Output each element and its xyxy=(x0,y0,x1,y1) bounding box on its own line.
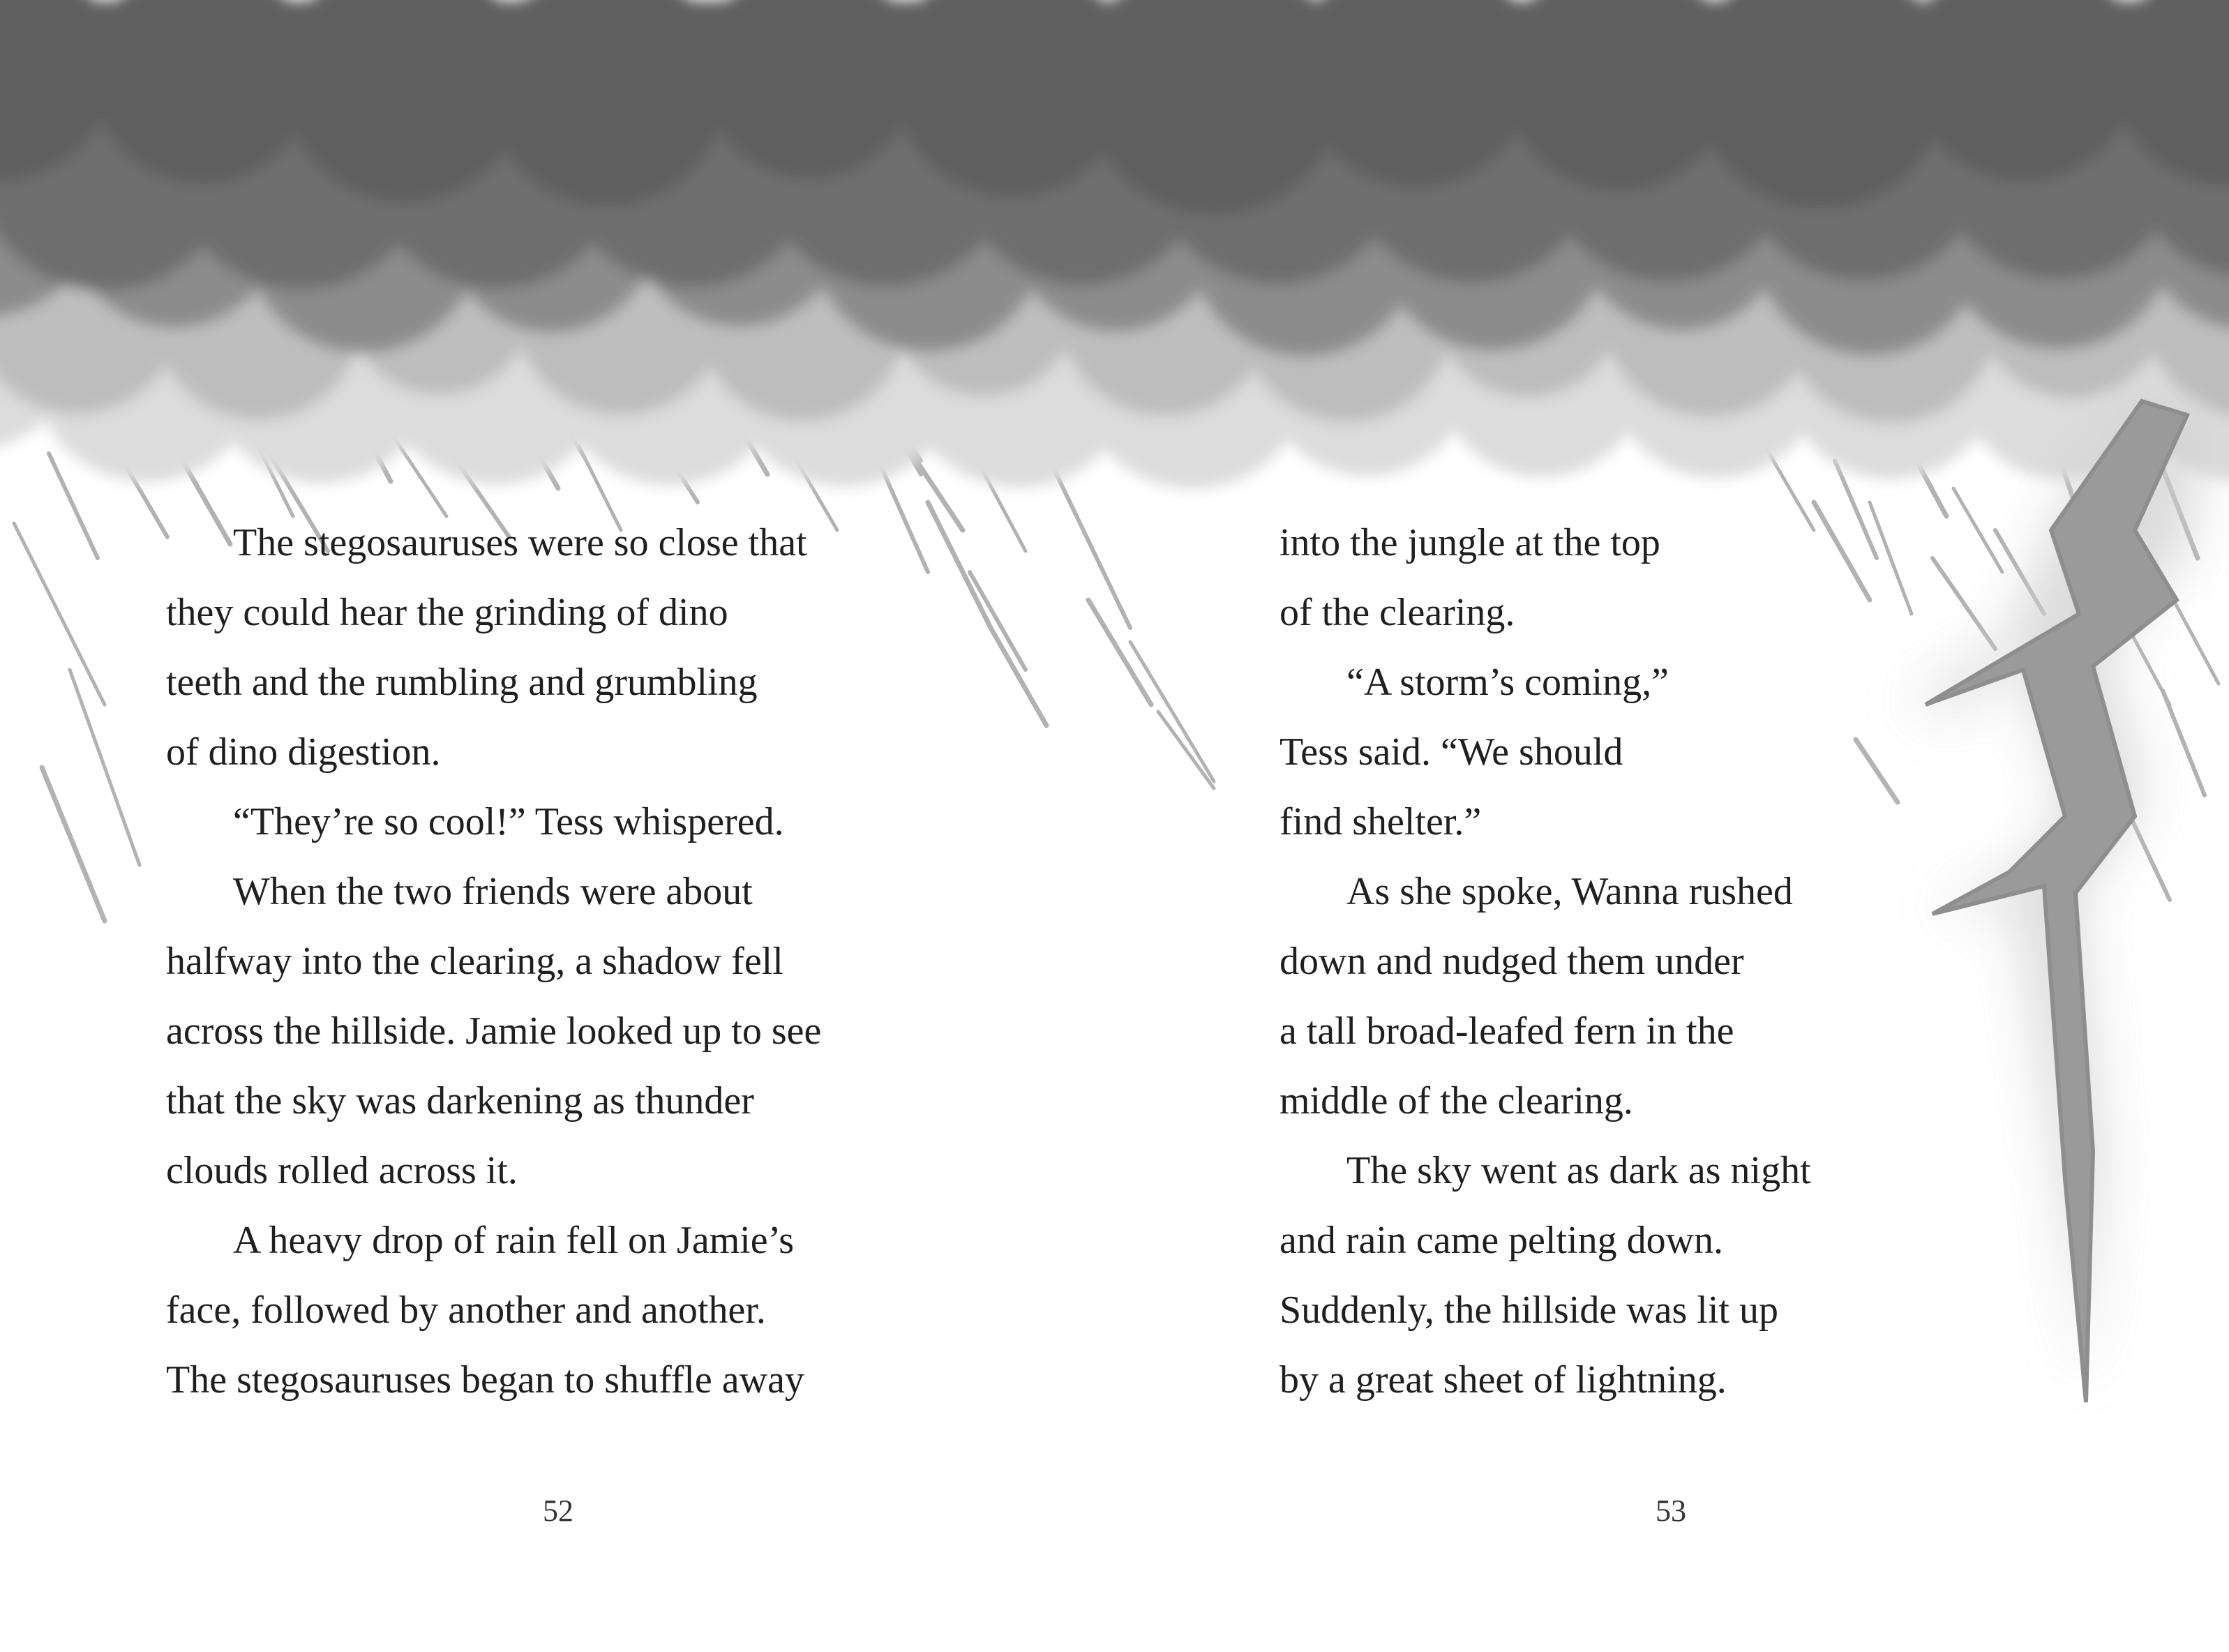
rain-streak xyxy=(1130,642,1214,781)
text-line: A heavy drop of rain fell on Jamie’s xyxy=(233,1219,795,1262)
page-number-right: 53 xyxy=(1656,1494,1686,1528)
text-line: across the hillside. Jamie looked up to see xyxy=(166,1009,822,1053)
rain-streak xyxy=(2170,593,2219,684)
text-line: into the jungle at the top xyxy=(1279,521,1660,564)
rain-streak xyxy=(2163,691,2205,795)
rain-streak xyxy=(42,767,105,921)
text-line: As she spoke, Wanna rushed xyxy=(1346,870,1793,913)
text-line: “A storm’s coming,” xyxy=(1346,661,1669,704)
text-line: and rain came pelting down. xyxy=(1279,1219,1724,1262)
text-line: find shelter.” xyxy=(1279,800,1482,843)
text-line: middle of the clearing. xyxy=(1279,1079,1633,1122)
text-line: they could hear the grinding of dino xyxy=(166,591,728,634)
text-line: a tall broad-leafed fern in the xyxy=(1279,1009,1734,1053)
text-line: down and nudged them under xyxy=(1279,940,1744,983)
text-line: Tess said. “We should xyxy=(1279,730,1623,774)
text-line: face, followed by another and another. xyxy=(166,1289,766,1332)
rain-streak xyxy=(1158,712,1214,788)
text-line: teeth and the rumbling and grumbling xyxy=(166,661,758,704)
rain-streak xyxy=(1088,600,1151,705)
rain-streak xyxy=(14,523,105,705)
storm-clouds-icon xyxy=(0,0,2229,488)
text-line: halfway into the clearing, a shadow fell xyxy=(166,940,783,983)
text-line: The stegosauruses were so close that xyxy=(233,521,807,564)
text-line: by a great sheet of lightning. xyxy=(1279,1358,1727,1402)
right-page-text xyxy=(1279,508,1977,1415)
page-number-left: 52 xyxy=(543,1494,573,1528)
rain-streak xyxy=(70,670,140,865)
text-line: that the sky was darkening as thunder xyxy=(166,1079,754,1122)
rain-streak xyxy=(49,453,98,558)
text-line: “They’re so cool!” Tess whispered. xyxy=(233,800,784,843)
left-page-text xyxy=(166,508,1003,1415)
text-line: Suddenly, the hillside was lit up xyxy=(1279,1289,1778,1332)
text-line: of dino digestion. xyxy=(166,730,441,774)
text-line: The stegosauruses began to shuffle away xyxy=(166,1358,804,1402)
text-line: When the two friends were about xyxy=(233,870,753,913)
text-line: The sky went as dark as night xyxy=(1346,1149,1811,1192)
text-line: of the clearing. xyxy=(1279,591,1515,634)
text-line: clouds rolled across it. xyxy=(166,1149,518,1192)
